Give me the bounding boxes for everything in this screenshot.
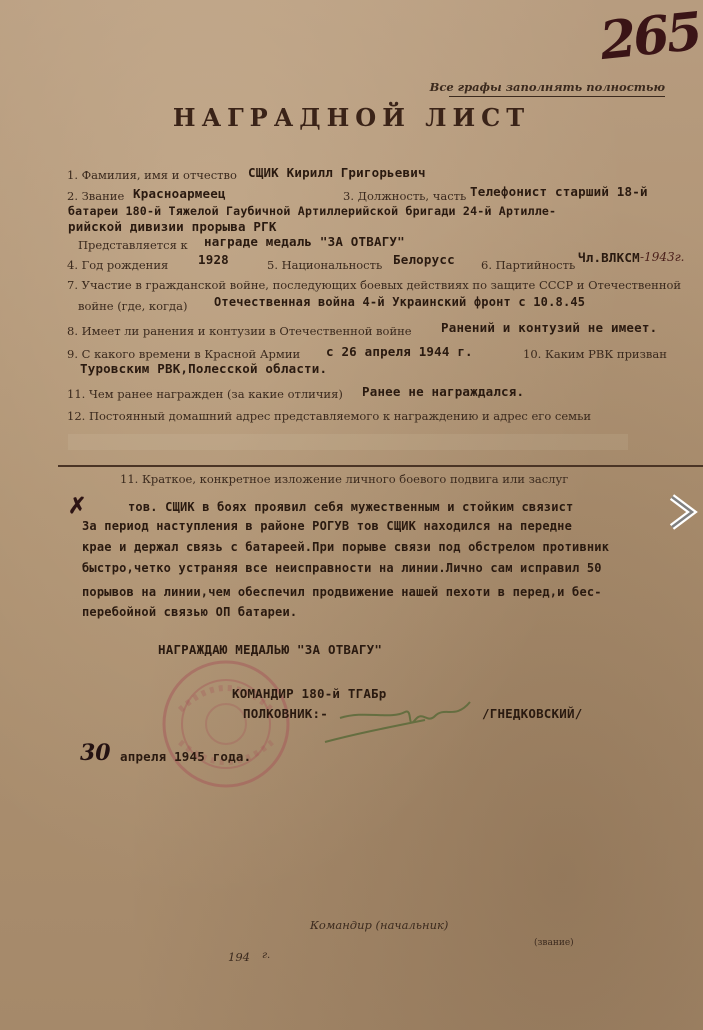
next-page-button[interactable] [666,493,700,531]
field-6-label: 6. Партийность [481,258,576,272]
footer-year-suffix: г. [262,950,271,961]
section-divider [58,465,703,467]
field-9-label: 9. С какого времени в Красной Армии [67,347,301,361]
field-6-handwritten-year: -1943г. [640,250,685,264]
field-7-label-line2: войне (где, когда) [78,299,188,313]
field-10-value: Туровским РВК,Полесской области. [80,361,328,376]
field-11-label: 11. Чем ранее награжден (за какие отличия) [67,387,343,401]
field-10-label: 10. Каким РВК призван [523,347,667,361]
field-8-value: Ранений и контузий не имеет. [441,320,658,335]
field-5-value: Белорусс [393,252,455,267]
date-typed: апреля 1945 года. [120,749,252,764]
field-7-value: Отечественная война 4-й Украинский фронт с 10.8.45 [214,295,586,309]
field-4-value: 1928 [198,252,229,267]
chevron-right-icon [666,493,700,531]
feat-heading: 11. Краткое, конкретное изложение личного боевого подвига или заслуг [120,472,569,486]
field-2-value: Красноармеец [133,186,226,201]
field-2-label: 2. Звание [67,189,125,203]
fill-note-underline [449,96,665,97]
field-3-label: 3. Должность, часть [343,189,467,203]
field-6-value: Чл.ВЛКСМ [578,250,640,265]
field-1-value: СЩИК Кирилл Григорьевич [248,165,426,180]
field-3-value-line1: Телефонист старший 18-й [470,184,648,199]
field-9-value: с 26 апреля 1944 г. [326,344,473,359]
date-handwritten-day: 30 [80,740,111,766]
field-8-label: 8. Имеет ли ранения и контузии в Отечественной войне [67,324,412,338]
field-7-label-line1: 7. Участие в гражданской войне, последующих боевых действиях по защите СССР и Отечественной [67,278,682,292]
feat-text-line5: порывов на линии,чем обеспечил продвижение нашей пехоти в перед,и бес- [82,585,602,599]
document-title: НАГРАДНОЙ ЛИСТ [172,103,531,132]
field-12-label: 12. Постоянный домашний адрес представляемого к награждению и адрес его семьи [67,409,592,423]
feat-text-line1: тов. СЩИК в боях проявил себя мужественным и стойким связист [128,500,574,514]
footer-year-prefix: 194 [228,950,250,964]
official-stamp-seal [160,658,292,790]
feat-text-line2: За период наступления в районе РОГУВ тов СЩИК находился на передне [82,519,573,533]
presented-value: награде медаль "ЗА ОТВАГУ" [204,234,405,249]
footer-commander-caption: Командир (начальник) [310,918,449,932]
feat-text-line3: крае и держал связь с батареей.При порыве связи под обстрелом противник [82,540,610,554]
commander-signature [295,690,495,750]
field-5-label: 5. Национальность [267,258,383,272]
feat-handwritten-mark: ✗ [68,493,87,519]
field-4-label: 4. Год рождения [67,258,169,272]
feat-text-line6: перебойной связью ОП батареи. [82,605,298,619]
fill-instruction-note: Все графы заполнять полностью [429,80,665,94]
feat-text-line4: быстро,четко устраняя все неисправности на линии.Лично сам исправил 50 [82,561,602,575]
presented-label: Представляется к [78,238,188,252]
award-decision-line: НАГРАЖДАЮ МЕДАЛЬЮ "ЗА ОТВАГУ" [158,642,383,657]
field-1-label: 1. Фамилия, имя и отчество [67,168,237,182]
field-3-value-line3: рийской дивизии прорыва РГК [68,219,277,234]
commander-title: КОМАНДИР 180-й ТГАБр [232,686,387,701]
commander-name: /ГНЕДКОВСКИЙ/ [482,706,583,721]
field-3-value-line2: батареи 180-й Тяжелой Гаубичной Артиллерийской бригади 24-й Артилле- [68,204,557,218]
field-11-value: Ранее не награждался. [362,384,525,399]
archive-page-number: 265 [597,0,703,73]
footer-rank-caption: (звание) [534,938,574,948]
commander-rank-label: ПОЛКОВНИК:- [243,706,328,721]
home-address-blank [68,434,628,450]
